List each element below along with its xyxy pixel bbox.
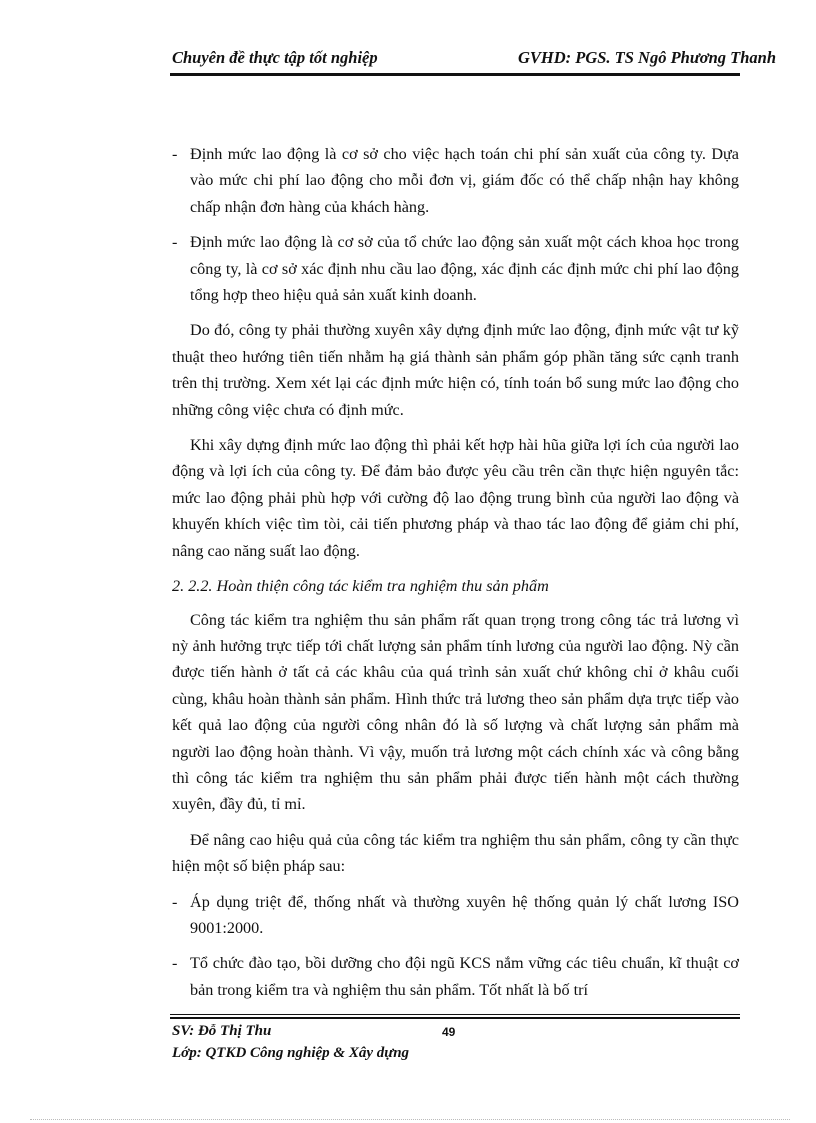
paragraph: Do đó, công ty phải thường xuyên xây dựng định mức lao động, định mức vật tư kỹ thuật theo hướng tiên tiến nhằm hạ giá thành sản phẩm góp phần tăng sức cạnh tranh trên thị trường. Xem xét lại các định mức hiện có, tính toán bổ sung mức lao động cho những công việc chưa có định mức.: [172, 321, 739, 419]
footer-rule: [170, 1014, 740, 1015]
header-rule: [170, 73, 740, 76]
bullet-text: Định mức lao động là cơ sở của tổ chức lao động sản xuất một cách khoa học trong công ty, là cơ sở xác định nhu cầu lao động, xác định các định mức chi phí lao động tổng hợp theo hiệu quả sản xuất kinh doanh.: [190, 233, 739, 305]
page-number: 49: [442, 1025, 456, 1039]
paragraph: Để nâng cao hiệu quả của công tác kiểm tra nghiệm thu sản phẩm, công ty cần thực hiện một số biện pháp sau:: [172, 830, 739, 876]
bullet-text: Định mức lao động là cơ sở cho việc hạch toán chi phí sản xuất của công ty. Dựa vào mức chi phí lao động cho mỗi đơn vị, giám đốc có thể chấp nhận hay không chấp nhận đơn hàng của khách hàng.: [190, 145, 739, 216]
footer-student: SV: Đỗ Thị Thu: [172, 1023, 272, 1039]
bullet-marker: -: [172, 892, 178, 911]
bullet-text: Tổ chức đào tạo, bồi dưỡng cho đội ngũ KCS nắm vững các tiêu chuẩn, kĩ thuật cơ bản trong kiểm tra và nghiệm thu sản phẩm. Tốt nhất là bố trí: [190, 954, 739, 999]
bullet-marker: -: [172, 954, 178, 973]
section-heading: 2. 2.2. Hoàn thiện công tác kiểm tra nghiệm thu sản phẩm: [172, 577, 549, 596]
bullet-text: Áp dụng triệt để, thống nhất và thường xuyên hệ thống quản lý chất lương ISO 9001:2000.: [190, 892, 739, 937]
paragraph: Công tác kiểm tra nghiệm thu sản phẩm rất quan trọng trong công tác trả lương vì nỳ ảnh hưởng trực tiếp tới chất lượng sản phẩm tính lương của người lao động. Nỳ cần được tiến hành ở tất cả các khâu của quá trình sản xuất chứ không chỉ ở khâu cuối cùng, khâu hoàn thành sản phẩm. Hình thức trả lương theo sản phẩm dựa trực tiếp vào kết quả lao động của người công nhân đó là số lượng và chất lượng sản phẩm mà người lao động hoàn thành. Vì vậy, muốn trả lương một cách chính xác và công bằng thì công tác kiểm tra nghiệm thu sản phẩm phải được tiến hành một cách thường xuyên, đầy đủ, tỉ mỉ.: [172, 610, 739, 814]
footer-rule: [170, 1017, 740, 1019]
bullet-item: [172, 141, 739, 220]
bullet-item: [172, 229, 739, 308]
page-body: [172, 141, 739, 1012]
bullet-marker: -: [172, 233, 178, 252]
page-footer: [172, 1020, 742, 1064]
bullet-item: [172, 950, 739, 1003]
page-bottom-border: [30, 1119, 790, 1120]
header-advisor: GVHD: PGS. TS Ngô Phương Thanh: [517, 48, 776, 67]
header-title: Chuyên đề thực tập tốt nghiệp: [172, 48, 378, 67]
bullet-marker: -: [172, 145, 178, 163]
page-header: [172, 48, 776, 72]
bullet-item: [172, 889, 739, 942]
paragraph: Khi xây dựng định mức lao động thì phải kết hợp hài hũa giữa lợi ích của người lao động và lợi ích của công ty. Để đảm bảo được yêu cầu trên cần thực hiện nguyên tắc: mức lao động phải phù hợp với cường độ lao động trung bình của người lao động và khuyến khích việc tìm tòi, cải tiến phương pháp và thao tác lao động để giảm chi phí, nâng cao năng suất lao động.: [172, 436, 739, 560]
footer-class: Lớp: QTKD Công nghiệp & Xây dựng: [172, 1045, 410, 1061]
